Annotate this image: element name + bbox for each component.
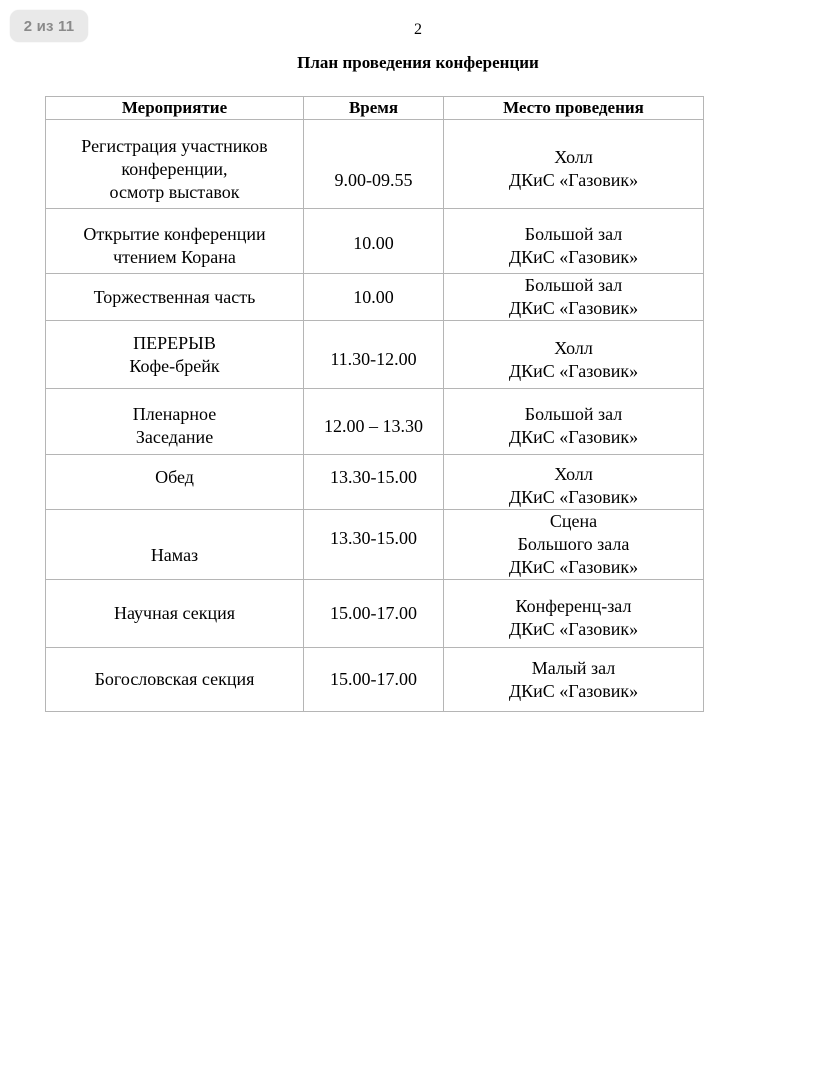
time-cell: 9.00-09.55	[304, 120, 444, 209]
table-row	[46, 455, 704, 510]
event-cell	[46, 455, 304, 510]
time-cell: 13.30-15.00	[304, 455, 444, 510]
venue-line: Малый зал	[531, 657, 616, 678]
page-number: 2	[414, 21, 422, 38]
venue-line: ДКиС «Газовик»	[508, 246, 639, 267]
event-line: конференции,	[121, 158, 228, 179]
event-line: Заседание	[135, 427, 214, 447]
event-cell	[46, 274, 304, 321]
table-row	[46, 209, 704, 274]
document-title: План проведения конференции	[297, 53, 539, 72]
venue-cell	[444, 120, 704, 209]
time-cell: 10.00	[304, 209, 444, 274]
venue-line: Большого зала	[517, 534, 630, 554]
time-cell: 15.00-17.00	[304, 648, 444, 712]
venue-line: ДКиС «Газовик»	[508, 619, 639, 639]
venue-cell	[444, 389, 704, 455]
venue-line: Сцена	[549, 511, 598, 531]
time-cell: 11.30-12.00	[304, 321, 444, 389]
venue-line: Холл	[554, 464, 593, 484]
schedule-table	[45, 96, 704, 712]
event-line: Регистрация участников	[81, 135, 268, 156]
venue-cell	[444, 510, 704, 580]
event-line: осмотр выставок	[109, 181, 240, 202]
page-indicator-badge[interactable]: 2 из 11	[10, 10, 88, 42]
venue-line: ДКиС «Газовик»	[508, 298, 639, 318]
venue-line: ДКиС «Газовик»	[508, 170, 639, 190]
venue-cell	[444, 455, 704, 510]
time-cell: 10.00	[304, 274, 444, 321]
venue-line: Конференц-зал	[515, 596, 632, 616]
venue-cell	[444, 648, 704, 712]
event-line: чтением Корана	[113, 246, 236, 267]
venue-line: Большой зал	[524, 275, 623, 295]
table-header-row	[46, 97, 704, 120]
time-cell: 15.00-17.00	[304, 580, 444, 648]
venue-cell	[444, 209, 704, 274]
event-line: Кофе-брейк	[129, 355, 220, 376]
header-venue: Место проведения	[444, 97, 704, 120]
venue-line: ДКиС «Газовик»	[508, 487, 639, 507]
venue-line: ДКиС «Газовик»	[508, 680, 639, 701]
event-line: Богословская секция	[94, 669, 255, 689]
table-row	[46, 274, 704, 321]
event-line: Намаз	[150, 544, 199, 565]
event-cell	[46, 389, 304, 455]
venue-line: Большой зал	[524, 404, 623, 424]
venue-line: ДКиС «Газовик»	[508, 360, 639, 381]
table-row	[46, 648, 704, 712]
venue-cell	[444, 321, 704, 389]
venue-line: Холл	[554, 147, 593, 167]
table-row	[46, 580, 704, 648]
venue-line: Холл	[554, 337, 593, 358]
table-row	[46, 321, 704, 389]
venue-cell	[444, 580, 704, 648]
event-line: Научная секция	[113, 603, 236, 623]
event-line: Торжественная часть	[93, 286, 256, 307]
header-time: Время	[304, 97, 444, 120]
event-cell	[46, 510, 304, 580]
table-row	[46, 120, 704, 209]
event-line: Обед	[155, 467, 194, 487]
header-event: Мероприятие	[46, 97, 304, 120]
event-cell	[46, 321, 304, 389]
venue-line: Большой зал	[524, 223, 623, 244]
venue-cell	[444, 274, 704, 321]
event-line: ПЕРЕРЫВ	[133, 332, 216, 353]
event-cell	[46, 648, 304, 712]
event-cell	[46, 580, 304, 648]
venue-line: ДКиС «Газовик»	[508, 557, 639, 577]
event-cell	[46, 209, 304, 274]
venue-line: ДКиС «Газовик»	[508, 427, 639, 447]
table-row	[46, 389, 704, 455]
event-line: Открытие конференции	[83, 223, 266, 244]
event-cell	[46, 120, 304, 209]
table-row	[46, 510, 704, 580]
event-line: Пленарное	[132, 404, 217, 424]
time-cell: 13.30-15.00	[304, 510, 444, 580]
time-cell: 12.00 – 13.30	[304, 389, 444, 455]
